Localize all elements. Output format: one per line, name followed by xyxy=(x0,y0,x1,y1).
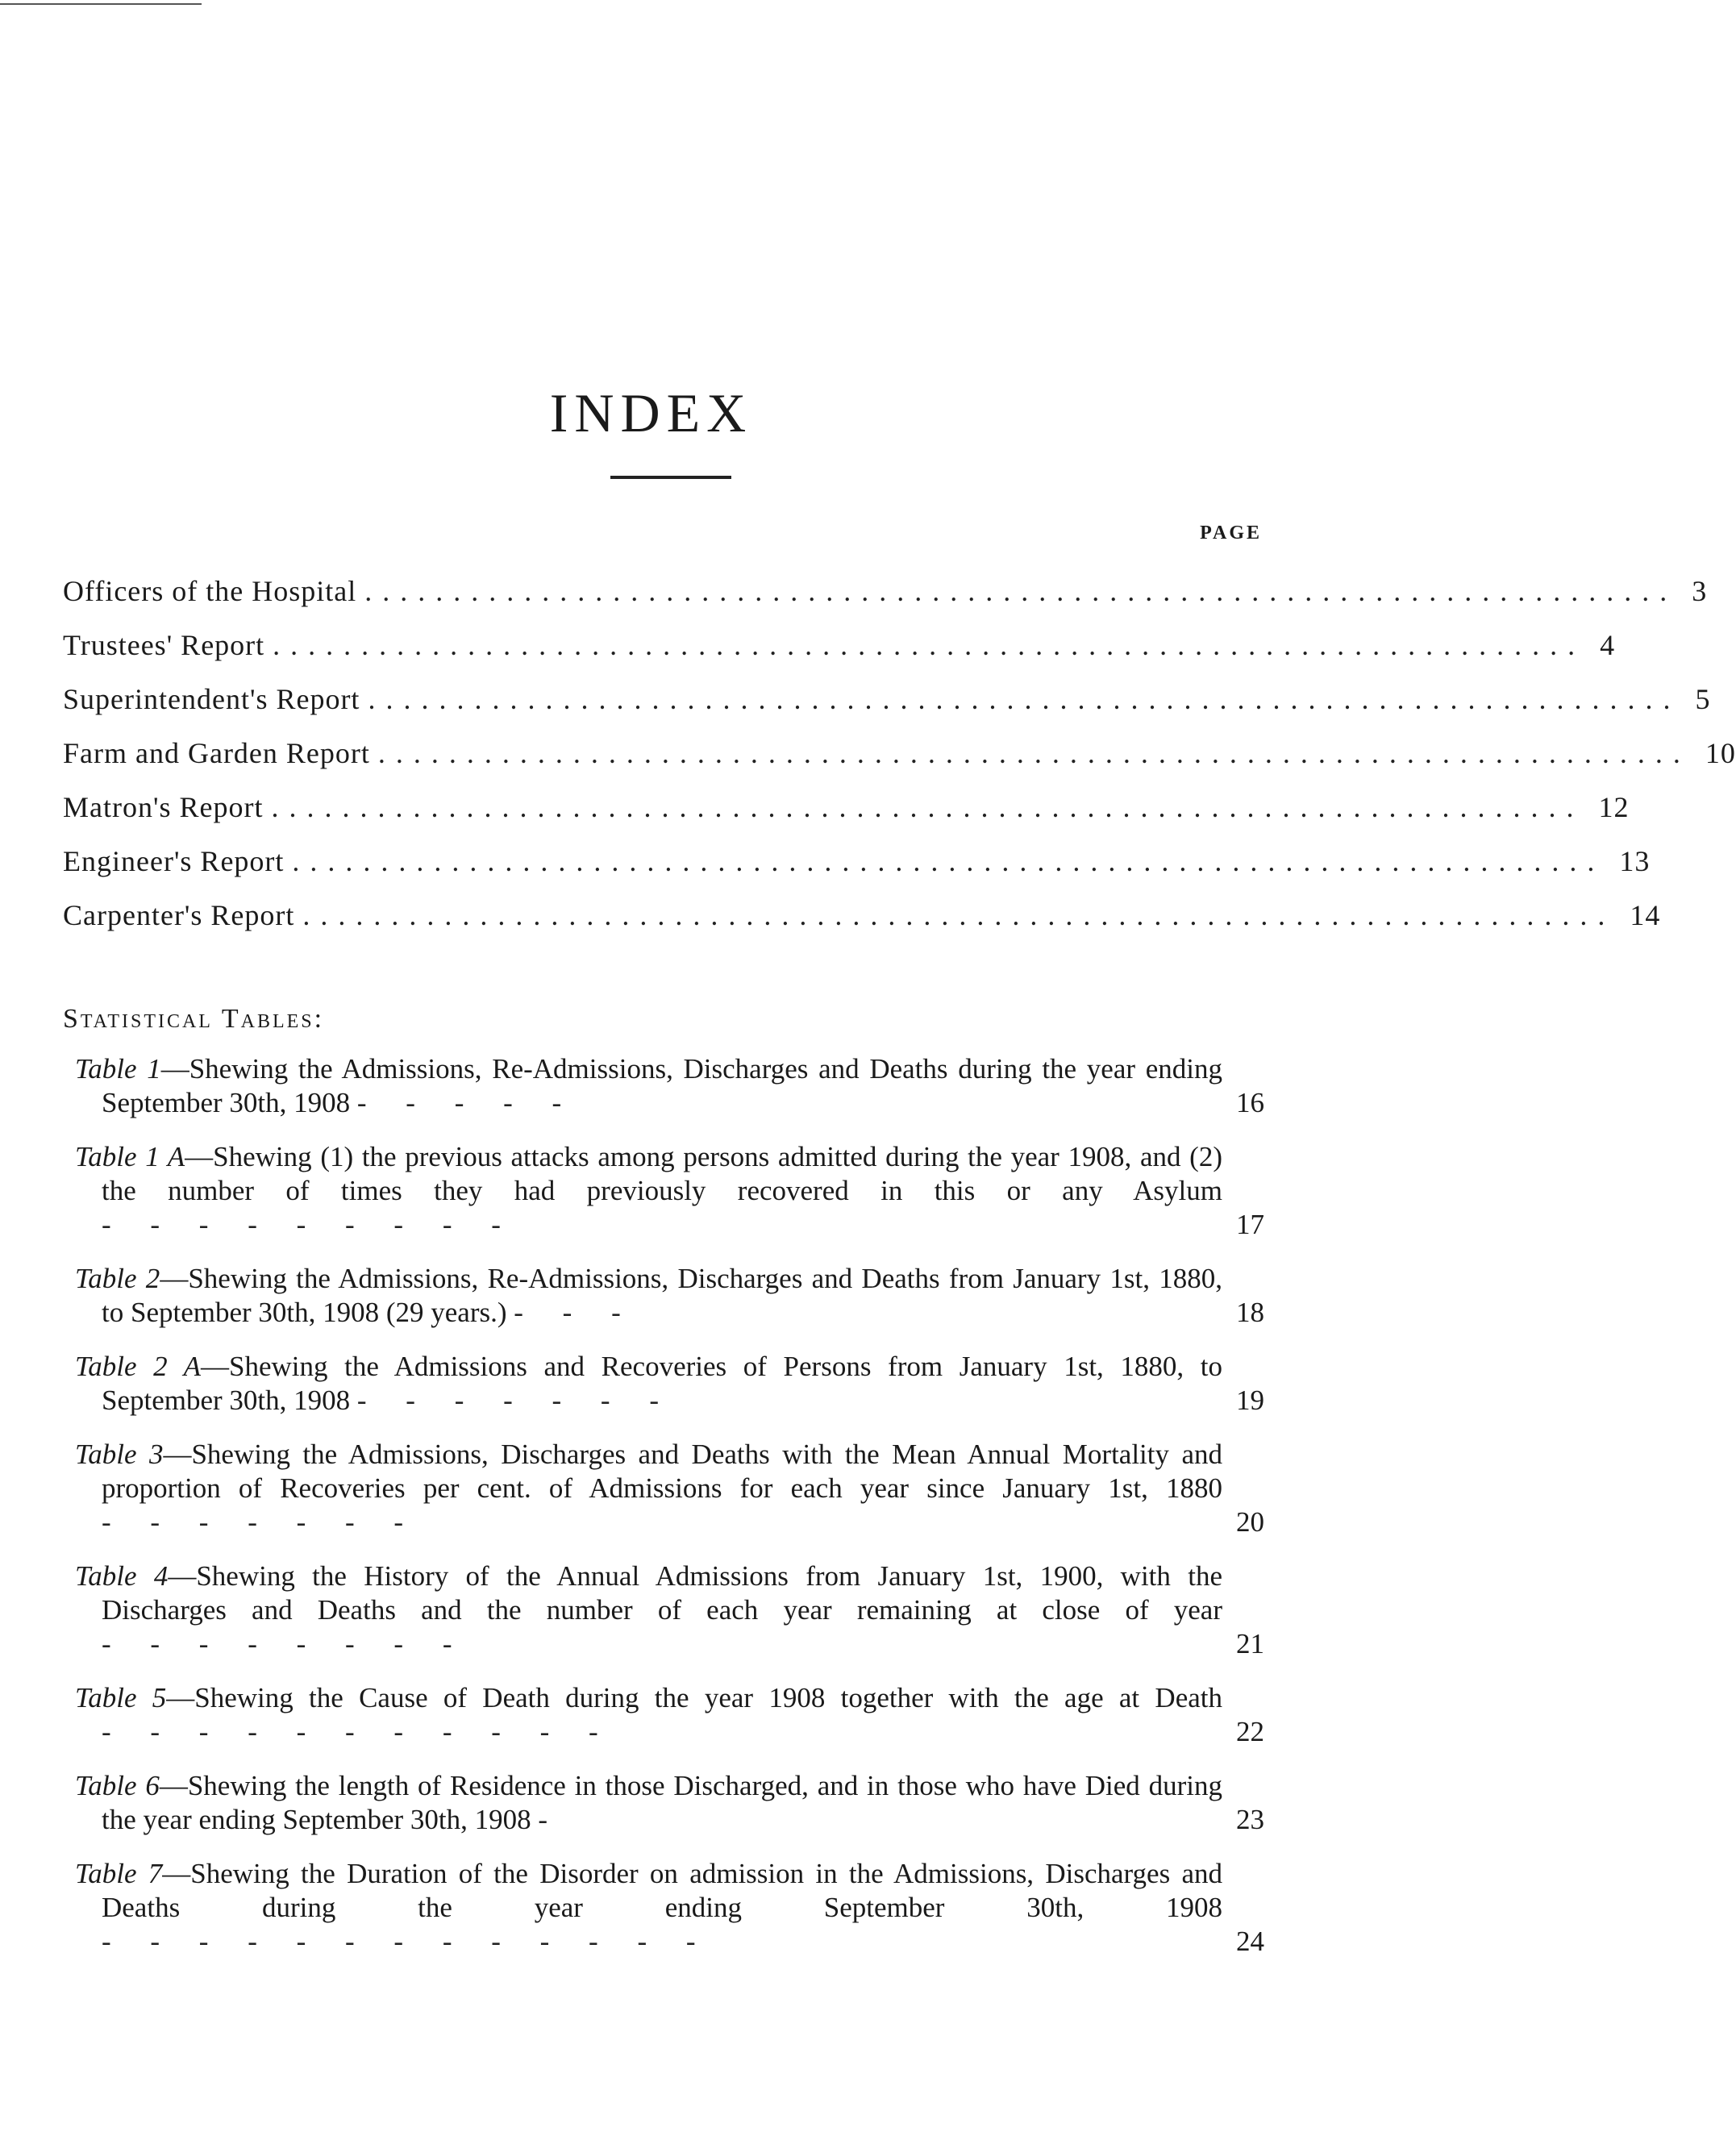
page-title: INDEX xyxy=(549,382,753,443)
statistical-tables-list xyxy=(63,1052,1264,1979)
table-entry-text xyxy=(63,1052,1222,1120)
contents-entry xyxy=(63,618,1616,672)
dot-leader: .......................................................................... xyxy=(302,899,1616,931)
table-page: 21 xyxy=(1236,1628,1264,1659)
table-description: —Shewing the Admissions, Re-Admissions, Discharges and Deaths during the year ending September 30th, 1908 xyxy=(102,1053,1222,1118)
table-entry-text xyxy=(63,1438,1222,1539)
dash-leader: - - - - - - - - xyxy=(102,1628,468,1659)
dash-leader: - - - - - - - - - - - xyxy=(102,1716,614,1747)
entry-page: 5 xyxy=(1695,683,1711,715)
dash-leader: - - - - - - - - - xyxy=(102,1209,517,1240)
table-page: 19 xyxy=(1236,1384,1264,1416)
table-entry xyxy=(63,1857,1264,1959)
page-column-label: PAGE xyxy=(1200,523,1262,543)
table-name: Table 2 xyxy=(75,1263,160,1294)
table-entry xyxy=(63,1559,1264,1661)
table-name: Table 2 A xyxy=(75,1351,202,1382)
entry-page: 14 xyxy=(1630,899,1661,931)
dash-leader: - - - - - - - - - - - - - xyxy=(102,1926,712,1957)
table-page: 20 xyxy=(1236,1506,1264,1538)
dash-leader: - - - - - - - xyxy=(102,1506,420,1538)
dot-leader: .......................................................................... xyxy=(271,791,1584,823)
table-name: Table 6 xyxy=(75,1770,160,1801)
contents-list xyxy=(63,564,1736,943)
dot-leader: .......................................................................... xyxy=(377,737,1691,769)
entry-page: 3 xyxy=(1692,575,1708,607)
table-page: 24 xyxy=(1236,1926,1264,1957)
contents-entry xyxy=(63,835,1651,889)
dash-leader: - - - xyxy=(514,1297,637,1328)
table-entry xyxy=(63,1769,1264,1837)
table-page: 18 xyxy=(1236,1297,1264,1328)
dot-leader: .......................................................................... xyxy=(292,845,1605,877)
table-description: —Shewing the Admissions, Discharges and Deaths with the Mean Annual Mortality and proportion of Recoveries per cent. of Admissions for each year since January 1st, 1880 xyxy=(102,1439,1222,1504)
table-entry xyxy=(63,1262,1264,1330)
table-entry xyxy=(63,1140,1264,1242)
contents-entry xyxy=(63,564,1708,618)
table-name: Table 1 A xyxy=(75,1141,185,1172)
table-entry xyxy=(63,1052,1264,1120)
table-entry xyxy=(63,1438,1264,1539)
dash-leader: - xyxy=(538,1804,564,1835)
title-underline xyxy=(610,476,731,479)
table-entry-text xyxy=(63,1769,1222,1837)
contents-entry xyxy=(63,889,1661,943)
table-description: —Shewing the Cause of Death during the year 1908 together with the age at Death xyxy=(166,1682,1222,1713)
contents-entry xyxy=(63,727,1736,781)
contents-entry xyxy=(63,672,1711,727)
table-description: —Shewing the Duration of the Disorder on admission in the Admissions, Discharges and Deaths during the year ending September 30th, 1908 xyxy=(102,1858,1222,1923)
entry-label: Farm and Garden Report xyxy=(63,737,370,769)
dot-leader: .......................................................................... xyxy=(368,683,1681,715)
entry-label: Carpenter's Report xyxy=(63,899,295,931)
statistical-tables-heading: Statistical Tables: xyxy=(63,1004,325,1034)
table-page: 17 xyxy=(1236,1209,1264,1240)
table-entry-text xyxy=(63,1559,1222,1661)
table-name: Table 5 xyxy=(75,1682,167,1713)
top-edge-line xyxy=(0,3,202,5)
table-entry-text xyxy=(63,1140,1222,1242)
table-entry-text xyxy=(63,1681,1222,1749)
entry-label: Officers of the Hospital xyxy=(63,575,357,607)
table-entry-text xyxy=(63,1350,1222,1418)
entry-page: 10 xyxy=(1705,737,1736,769)
entry-label: Superintendent's Report xyxy=(63,683,360,715)
table-description: —Shewing the Admissions, Re-Admissions, Discharges and Deaths from January 1st, 1880, to September 30th, 1908 (29 years.) xyxy=(102,1263,1222,1328)
table-page: 22 xyxy=(1236,1716,1264,1747)
table-description: —Shewing the length of Residence in those Discharged, and in those who have Died during the year ending September 30th, 1908 xyxy=(102,1770,1222,1835)
entry-page: 12 xyxy=(1598,791,1630,823)
dash-leader: - - - - - xyxy=(356,1087,578,1118)
entry-page: 4 xyxy=(1600,629,1616,661)
entry-label: Matron's Report xyxy=(63,791,264,823)
entry-label: Engineer's Report xyxy=(63,845,285,877)
table-name: Table 3 xyxy=(75,1439,164,1470)
entry-page: 13 xyxy=(1619,845,1651,877)
table-name: Table 1 xyxy=(75,1053,161,1085)
dash-leader: - - - - - - - xyxy=(356,1384,675,1416)
table-description: —Shewing (1) the previous attacks among persons admitted during the year 1908, and (2) the number of times they had previously recovered in this or any Asylum xyxy=(102,1141,1222,1206)
table-entry xyxy=(63,1350,1264,1418)
table-entry-text xyxy=(63,1262,1222,1330)
table-description: —Shewing the History of the Annual Admissions from January 1st, 1900, with the Discharges and Deaths and the number of each year remaining at close of year xyxy=(102,1560,1222,1626)
table-name: Table 4 xyxy=(75,1560,169,1592)
table-description: —Shewing the Admissions and Recoveries of Persons from January 1st, 1880, to September 30th, 1908 xyxy=(102,1351,1223,1416)
contents-entry xyxy=(63,781,1630,835)
dot-leader: .......................................................................... xyxy=(273,629,1586,661)
table-entry-text xyxy=(63,1857,1222,1959)
table-page: 16 xyxy=(1236,1087,1264,1118)
entry-label: Trustees' Report xyxy=(63,629,265,661)
dot-leader: .......................................................................... xyxy=(364,575,1678,607)
table-page: 23 xyxy=(1236,1804,1264,1835)
table-entry xyxy=(63,1681,1264,1749)
table-name: Table 7 xyxy=(75,1858,163,1889)
